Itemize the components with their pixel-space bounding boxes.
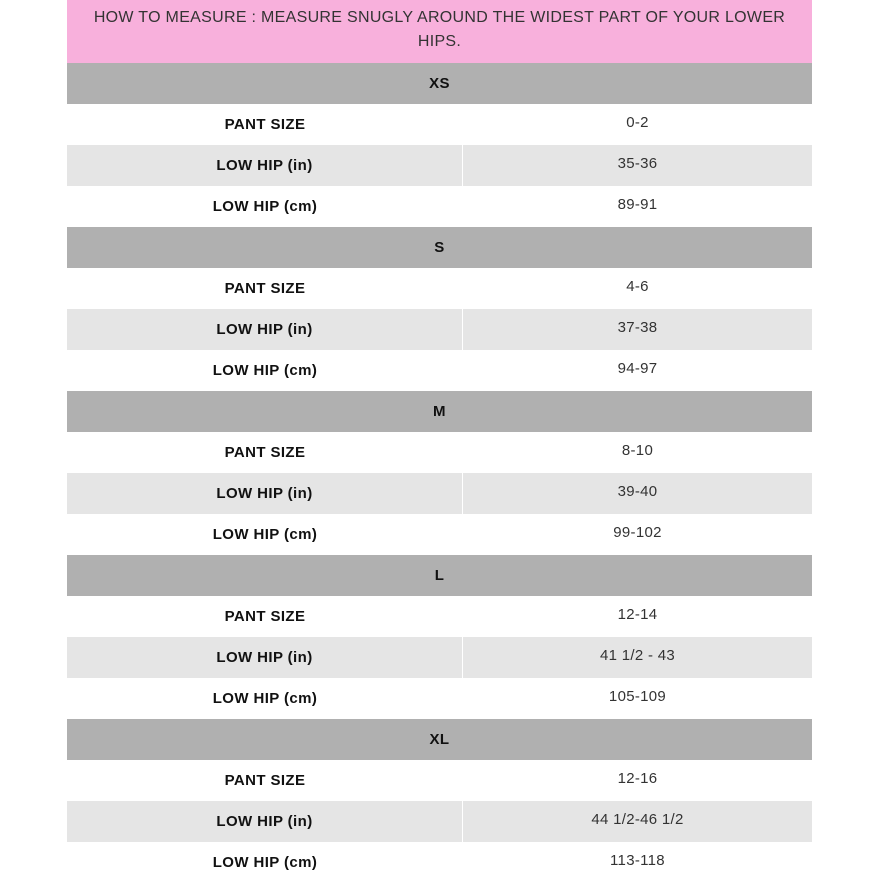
row-value: 39-40 [617, 483, 658, 500]
size-section-s [67, 227, 812, 391]
table-row-low-hip-in [67, 309, 812, 350]
row-value: 12-16 [617, 770, 658, 787]
row-value: 94-97 [617, 360, 658, 377]
table-row-low-hip-cm [67, 678, 812, 719]
row-value: 8-10 [621, 442, 654, 459]
table-row-pant-size [67, 760, 812, 801]
row-label: LOW HIP (in) [67, 145, 463, 186]
row-label: LOW HIP (cm) [212, 526, 318, 543]
how-to-measure-banner: HOW TO MEASURE : MEASURE SNUGLY AROUND THE WIDEST PART OF YOUR LOWER HIPS. [67, 0, 812, 63]
row-value: 37-38 [617, 319, 658, 336]
row-label: LOW HIP (in) [67, 801, 463, 842]
row-value: 99-102 [613, 524, 662, 541]
size-header: XS [67, 63, 812, 104]
size-header: S [67, 227, 812, 268]
row-label: LOW HIP (cm) [212, 198, 318, 215]
table-row-low-hip-cm [67, 350, 812, 391]
row-value: 105-109 [608, 688, 667, 705]
size-section-m [67, 391, 812, 555]
row-label: LOW HIP (cm) [212, 362, 318, 379]
table-row-low-hip-cm [67, 842, 812, 878]
row-value: 44 1/2-46 1/2 [591, 811, 684, 828]
size-section-l [67, 555, 812, 719]
row-label: LOW HIP (in) [67, 309, 463, 350]
row-label: PANT SIZE [224, 116, 306, 133]
row-label: PANT SIZE [224, 280, 306, 297]
table-row-low-hip-in [67, 145, 812, 186]
row-value: 12-14 [617, 606, 658, 623]
row-label: LOW HIP (in) [67, 637, 463, 678]
row-label: LOW HIP (in) [67, 473, 463, 514]
row-value: 89-91 [617, 196, 658, 213]
table-row-pant-size [67, 104, 812, 145]
table-row-pant-size [67, 596, 812, 637]
row-value: 4-6 [626, 278, 649, 295]
row-label: PANT SIZE [224, 772, 306, 789]
size-header: L [67, 555, 812, 596]
table-row-low-hip-in [67, 801, 812, 842]
row-label: PANT SIZE [224, 608, 306, 625]
row-label: LOW HIP (cm) [212, 854, 318, 871]
size-section-xl [67, 719, 812, 878]
row-value: 0-2 [626, 114, 649, 131]
table-row-low-hip-in [67, 637, 812, 678]
table-row-low-hip-cm [67, 186, 812, 227]
row-label: PANT SIZE [224, 444, 306, 461]
row-value: 35-36 [617, 155, 658, 172]
size-header: XL [67, 719, 812, 760]
size-chart [67, 0, 812, 878]
table-row-low-hip-cm [67, 514, 812, 555]
row-value: 41 1/2 - 43 [599, 647, 676, 664]
table-row-pant-size [67, 432, 812, 473]
row-label: LOW HIP (cm) [212, 690, 318, 707]
size-header: M [67, 391, 812, 432]
table-row-low-hip-in [67, 473, 812, 514]
table-row-pant-size [67, 268, 812, 309]
row-value: 113-118 [610, 852, 665, 869]
size-section-xs [67, 63, 812, 227]
